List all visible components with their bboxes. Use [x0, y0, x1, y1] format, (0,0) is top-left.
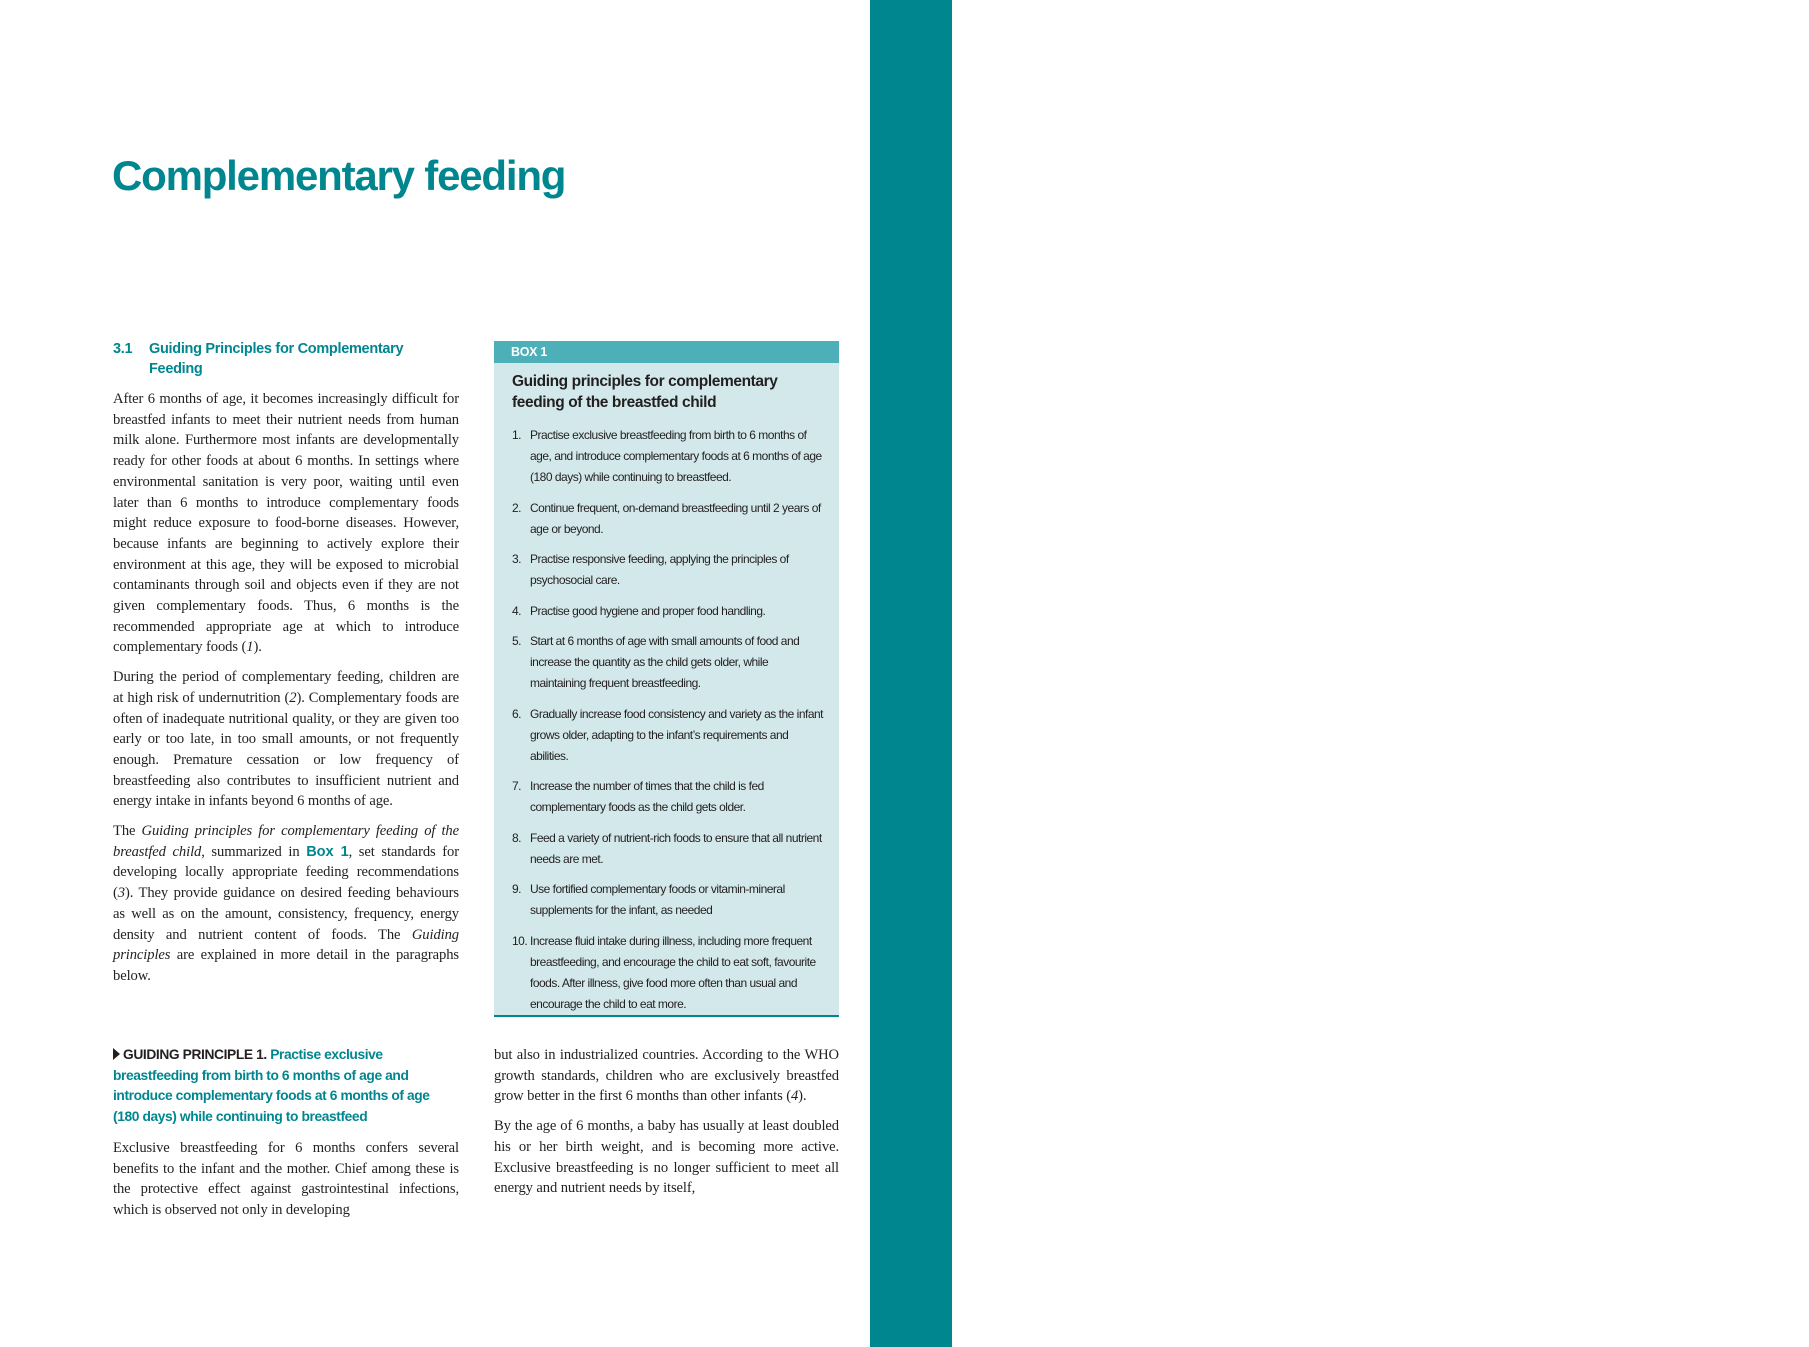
box-list-item-text: Gradually increase food consistency and variety as the infant grows older, adapting to the infant’s requirements and abilities.: [530, 706, 824, 763]
box-list-item: [512, 631, 825, 694]
box-title: Guiding principles for complementary feeding of the breastfed child: [512, 373, 778, 411]
box-list-item-text: Use fortified complementary foods or vitamin-mineral supplements for the infant, as needed: [530, 882, 785, 917]
box-1: [494, 341, 839, 1017]
box-list-item-number: 4.: [512, 603, 522, 618]
box-list-item-number: 3.: [512, 552, 522, 566]
right-paragraph-1: but also in industrialized countries. According to the WHO growth standards, children who are exclusively breastfed grow better in the first 6 months than other infants (4).: [494, 1047, 839, 1105]
principle-label: GUIDING PRINCIPLE 1.: [123, 1047, 267, 1062]
left-column: [113, 339, 459, 996]
triangle-bullet-icon: [113, 1048, 120, 1060]
box-list-item-text: Practise responsive feeding, applying the principles of psychosocial care.: [530, 552, 789, 587]
box-list-item-number: 10.: [512, 933, 528, 948]
box-list-item-text: Increase the number of times that the child is fed complementary foods as the child gets older.: [530, 779, 764, 814]
session-side-tab: [870, 0, 1808, 1347]
box-list-item-text: Continue frequent, on-demand breastfeeding until 2 years of age or beyond.: [530, 500, 821, 536]
box-principles-list: [494, 425, 839, 1015]
box-list-item: [512, 879, 825, 921]
session-label: SESSION 3: [1754, 133, 1808, 391]
reference-3: 3: [117, 885, 125, 902]
paragraph-1: After 6 months of age, it becomes increasingly difficult for breastfed infants to meet their nutrient needs from human milk alone. Furthermore most infants are developmentally ready for other foods at about 6 months. In settings where environmental sanitation is very poor, waiting until even later than 6 months to introduce complementary foods might reduce exposure to food-borne diseases. However, because infants are beginning to actively explore their environment at this age, they will be exposed to microbial contaminants through soil and objects even if they are not given complementary foods. Thus, 6 months is the recommended appropriate age at which to introduce complementary foods (1).: [113, 391, 459, 656]
box-list-item: [512, 549, 825, 591]
principle-heading: [113, 1045, 459, 1128]
box-list-item: [512, 704, 825, 767]
guiding-principle-1: [113, 1045, 459, 1230]
right-column: [494, 1045, 839, 1208]
box-label: BOX 1: [494, 341, 839, 363]
reference-4: 4: [790, 1088, 799, 1105]
box-list-item-text: Practise exclusive breastfeeding from birth to 6 months of age, and introduce complementary foods at 6 months of age (180 days) while continuing to breastfeed.: [530, 428, 822, 484]
page-title: Complementary feeding: [112, 152, 566, 199]
box-list-item-number: 8.: [512, 830, 522, 845]
right-paragraph-2: By the age of 6 months, a baby has usually at least doubled his or her birth weight, and is becoming more active. Exclusive breastfeeding is no longer sufficient to meet all energy and nutrient needs by itself,: [494, 1118, 839, 1197]
box-list-item: [512, 498, 825, 540]
box-list-item-number: 2.: [512, 500, 522, 515]
box-1-link[interactable]: Box 1: [306, 843, 349, 860]
section-title: Guiding Principles for Complementary Feeding: [149, 341, 404, 377]
box-list-item: [512, 828, 825, 870]
paragraph-3: The Guiding principles for complementary feeding of the breastfed child, summarized in Box 1, set standards for developing locally appropriate feeding recommendations (3). They provide guidance on desired feeding behaviours as well as on the amount, consistency, frequency, energy density and nutrient content of foods. The Guiding principles are explained in more detail in the paragraphs below.: [113, 823, 459, 984]
box-list-item-text: Feed a variety of nutrient-rich foods to ensure that all nutrient needs are met.: [530, 830, 822, 866]
box-list-item-number: 9.: [512, 882, 522, 896]
principle-paragraph: Exclusive breastfeeding for 6 months confers several benefits to the infant and the mother. Chief among these is the protective effect against gastrointestinal infections, which is observed not only in developing: [113, 1139, 459, 1218]
box-list-item-text: Practise good hygiene and proper food handling.: [530, 603, 766, 618]
reference-1: 1: [246, 639, 254, 656]
paragraph-2: During the period of complementary feeding, children are at high risk of undernutrition (2). Complementary foods are often of inadequate nutritional quality, or they are given too early or too late, in too small amounts, or not frequently enough. Premature cessation or low frequency of breastfeeding also contributes to insufficient nutrient and energy intake in infants beyond 6 months of age.: [113, 669, 459, 810]
box-list-item: [512, 931, 825, 1015]
reference-2: 2: [289, 689, 297, 706]
section-heading: [113, 339, 459, 379]
box-list-item-text: Start at 6 months of age with small amounts of food and increase the quantity as the child gets older, while maintaining frequent breastfeeding.: [530, 634, 800, 690]
box-list-item-number: 5.: [512, 634, 522, 648]
box-list-item-number: 1.: [512, 428, 522, 442]
section-number: 3.1: [113, 341, 133, 357]
box-list-item: [512, 425, 825, 488]
box-list-item: [512, 601, 825, 622]
box-list-item-text: Increase fluid intake during illness, including more frequent breastfeeding, and encourage the child to eat soft, favourite foods. After illness, give food more often than usual and encourage the child to eat more.: [530, 933, 816, 1011]
principle-text: Practise exclusive breastfeeding from birth to 6 months of age and introduce complementary foods at 6 months of age (180 days) while continuing to breastfeed: [113, 1047, 430, 1125]
box-list-item-number: 7.: [512, 779, 522, 793]
box-list-item: [512, 776, 825, 818]
box-list-item-number: 6.: [512, 706, 522, 721]
